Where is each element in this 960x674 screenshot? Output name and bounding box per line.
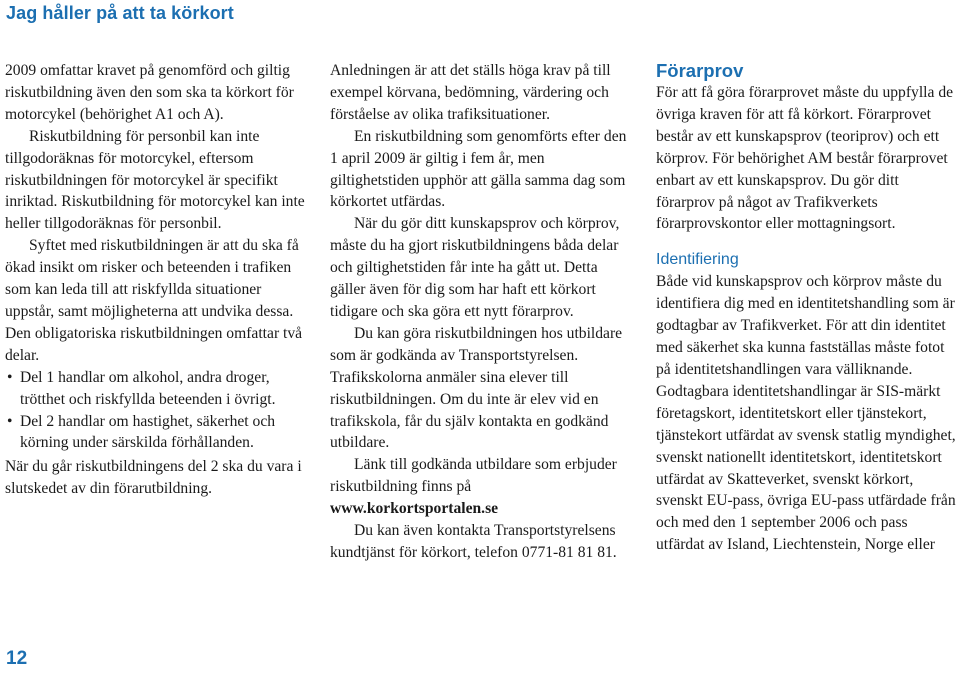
section-heading-identifiering: Identifiering xyxy=(656,251,739,269)
paragraph-identification: Både vid kunskapsprov och körprov måste du identifiera dig med en identitetshandling som är godtagbar av Trafikverket. För att din identitet med säkerhet ska kunna fastställas måste fotot på identitetshandlingen vara välliknande. xyxy=(656,273,955,378)
paragraph-mc-requirement: 2009 omfattar kravet på genomförd och giltig riskutbildning även den som ska ta körkort för motorcykel (behörighet A1 och A). xyxy=(5,62,294,123)
paragraph-approved-providers: Du kan göra riskutbildningen hos utbildare som är godkända av Transportstyrelsen. Trafikskolorna anmäler sina elever till riskutbildningen. Om du inte är elev vid en trafikskola, får du själv kontakta en godkänd utbildare. xyxy=(330,324,623,452)
paragraph-part2-timing: När du går riskutbildningens del 2 ska du vara i slutskedet av din förarutbildning. xyxy=(5,458,302,498)
column-middle xyxy=(330,60,636,564)
paragraph-reason: Anledningen är att det ställs höga krav på till exempel körvana, bedömning, värdering och förståelse av olika trafiksituationer. xyxy=(330,62,611,123)
column-left xyxy=(5,60,310,500)
list-item: • Del 2 handlar om hastighet, säkerhet och körning under särskilda förhållanden. xyxy=(5,411,310,455)
list-item: • Del 1 handlar om alkohol, andra droger, trötthet och riskfyllda beteenden i övrigt. xyxy=(5,367,310,411)
website-link[interactable]: www.korkortsportalen.se xyxy=(330,500,499,518)
paragraph-two-parts: Den obligatoriska riskutbildningen omfattar två delar. xyxy=(5,324,303,364)
paragraph-personbil: Riskutbildning för personbil kan inte tillgodoräknas för motorcykel, eftersom riskutbildningen för motorcykel är specifikt inriktad. Riskutbildning för motorcykel kan inte heller tillgodoräknas för personbil. xyxy=(5,127,305,233)
paragraph-accepted-ids: Godtagbara identitetshandlingar är SIS-märkt företagskort, identitetskort eller tjänstekort, tjänstekort utfärdat av svensk statlig myndighet, svenskt nationellt identitetskort, identitetskort utfärdat av Skatteverket, svenskt körkort, svenskt EU-pass, övriga EU-pass utfärdade från och med den 1 september 2006 och pass utfärdat av Island, Liechtenstein, Norge eller xyxy=(656,382,956,554)
paragraph-contact: Du kan även kontakta Transportstyrelsens kundtjänst för körkort, telefon 0771-81 81 81. xyxy=(330,522,617,561)
page-number: 12 xyxy=(6,648,28,669)
paragraph-exam-requirement: När du gör ditt kunskapsprov och körprov, måste du ha gjort riskutbildningens båda delar och giltighetstiden får inte ha gått ut. Detta gäller även för dig som har haft ett körkort tidigare och ska göra ett nytt förarprov. xyxy=(330,215,620,320)
column-right xyxy=(656,60,956,556)
paragraph-forarprov: För att få göra förarprovet måste du uppfylla de övriga kraven för att få körkort. Förarprovet består av ett kunskapsprov (teoriprov) och ett körprov. För behörighet AM består förarprovet enbart av ett kunskapsprov. Du gör ditt förarprov på något av Trafikverkets förarprovskontor eller mottagningsort. xyxy=(656,84,954,233)
section-heading-forarprov: Förarprov xyxy=(656,60,744,81)
page-header xyxy=(0,0,960,34)
parts-list xyxy=(5,367,310,455)
page-title: Jag håller på att ta körkort xyxy=(6,3,234,23)
paragraph-validity: En riskutbildning som genomförts efter den 1 april 2009 är giltig i fem år, men giltighetstiden upphör att gälla samma dag som körkortet utfärdas. xyxy=(330,127,627,211)
paragraph-purpose: Syftet med riskutbildningen är att du ska få ökad insikt om risker och beteenden i trafiken som kan leda till att riskfyllda situationer uppstår, samt möjligheterna att undvika dessa. xyxy=(5,237,299,320)
paragraph-link-intro: Länk till godkända utbildare som erbjuder riskutbildning finns på xyxy=(330,456,617,496)
